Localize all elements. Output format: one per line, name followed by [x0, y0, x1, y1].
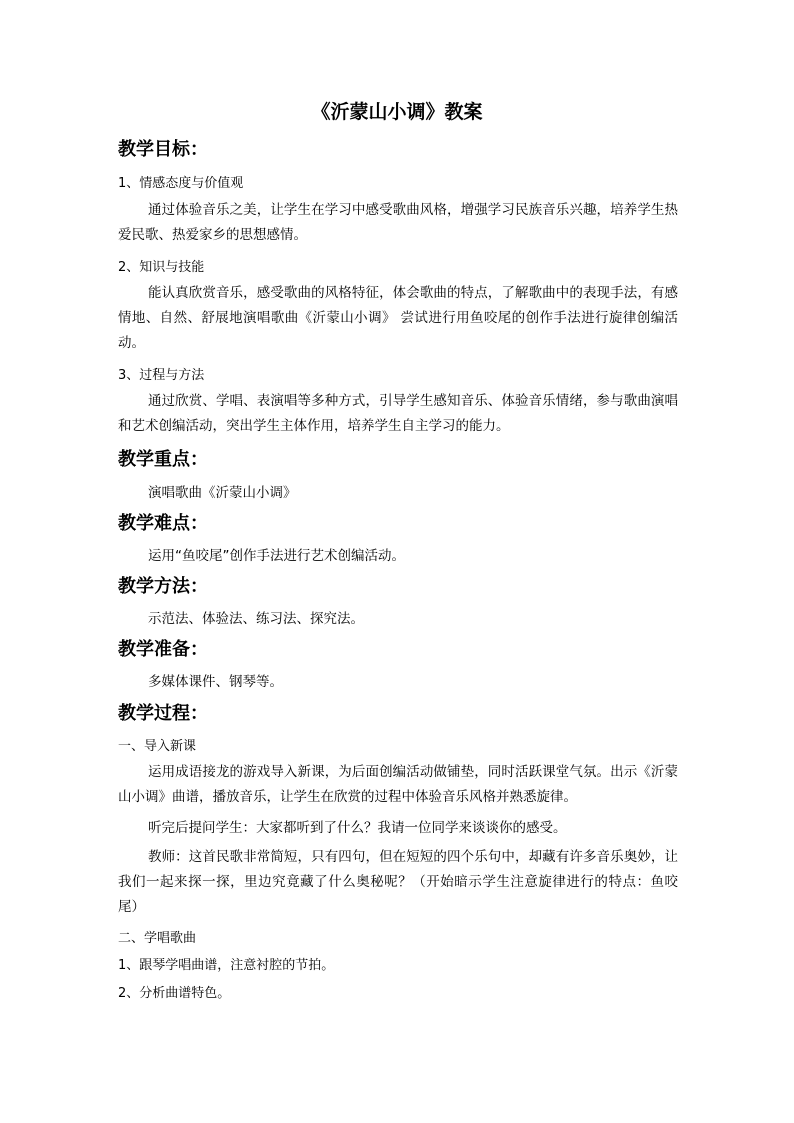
objectives-heading: 教学目标： — [118, 139, 208, 160]
section-2-step-2: 2、分析曲谱特色。 — [118, 986, 231, 1001]
methods-heading: 教学方法： — [118, 576, 208, 597]
preparation-text: 多媒体课件、钢琴等。 — [148, 674, 283, 690]
document-title: 《沂蒙山小调》教案 — [311, 101, 483, 123]
objective-1-text: 通过体验音乐之美，让学生在学习中感受歌曲风格，增强学习民族音乐兴趣，培养学生热爱民歌、热爱家乡的思想感情。 — [118, 202, 678, 243]
key-point-text: 演唱歌曲《沂蒙山小调》 — [148, 485, 297, 501]
objective-2-text: 能认真欣赏音乐，感受歌曲的风格特征，体会歌曲的特点，了解歌曲中的表现手法，有感情地、自然、舒展地演唱歌曲《沂蒙山小调》 尝试进行用鱼咬尾的创作手法进行旋律创编活动。 — [118, 285, 678, 351]
objective-3-text: 通过欣赏、学唱、表演唱等多种方式，引导学生感知音乐、体验音乐情绪，参与歌曲演唱和艺术创编活动，突出学生主体作用，培养学生自主学习的能力。 — [118, 393, 678, 434]
objective-2-label: 2、知识与技能 — [118, 260, 205, 275]
preparation-heading: 教学准备： — [118, 639, 208, 660]
section-1-paragraph-2: 听完后提问学生：大家都听到了什么？我请一位同学来谈谈你的感受。 — [148, 820, 567, 836]
difficulty-text: 运用“鱼咬尾”创作手法进行艺术创编活动。 — [148, 548, 405, 564]
key-point-heading: 教学重点： — [118, 449, 208, 470]
section-1-label: 一、导入新课 — [118, 739, 197, 754]
section-1-paragraph-3: 教师：这首民歌非常简短，只有四句，但在短短的四个乐句中，却藏有许多音乐奥妙，让我们一起来探一探，里边究竟藏了什么奥秘呢？（开始暗示学生注意旋律进行的特点：鱼咬尾） — [118, 849, 678, 915]
objective-1-label: 1、情感态度与价值观 — [118, 176, 244, 191]
section-1-paragraph-1: 运用成语接龙的游戏导入新课，为后面创编活动做铺垫，同时活跃课堂气氛。出示《沂蒙山小调》曲谱，播放音乐，让学生在欣赏的过程中体验音乐风格并熟悉旋律。 — [118, 764, 678, 805]
difficulty-heading: 教学难点： — [118, 513, 208, 534]
section-2-label: 二、学唱歌曲 — [118, 931, 197, 946]
section-2-step-1: 1、跟琴学唱曲谱，注意衬腔的节拍。 — [118, 958, 335, 973]
process-heading: 教学过程： — [118, 703, 208, 724]
objective-3-label: 3、过程与方法 — [118, 368, 205, 383]
methods-text: 示范法、体验法、练习法、探究法。 — [148, 611, 364, 627]
